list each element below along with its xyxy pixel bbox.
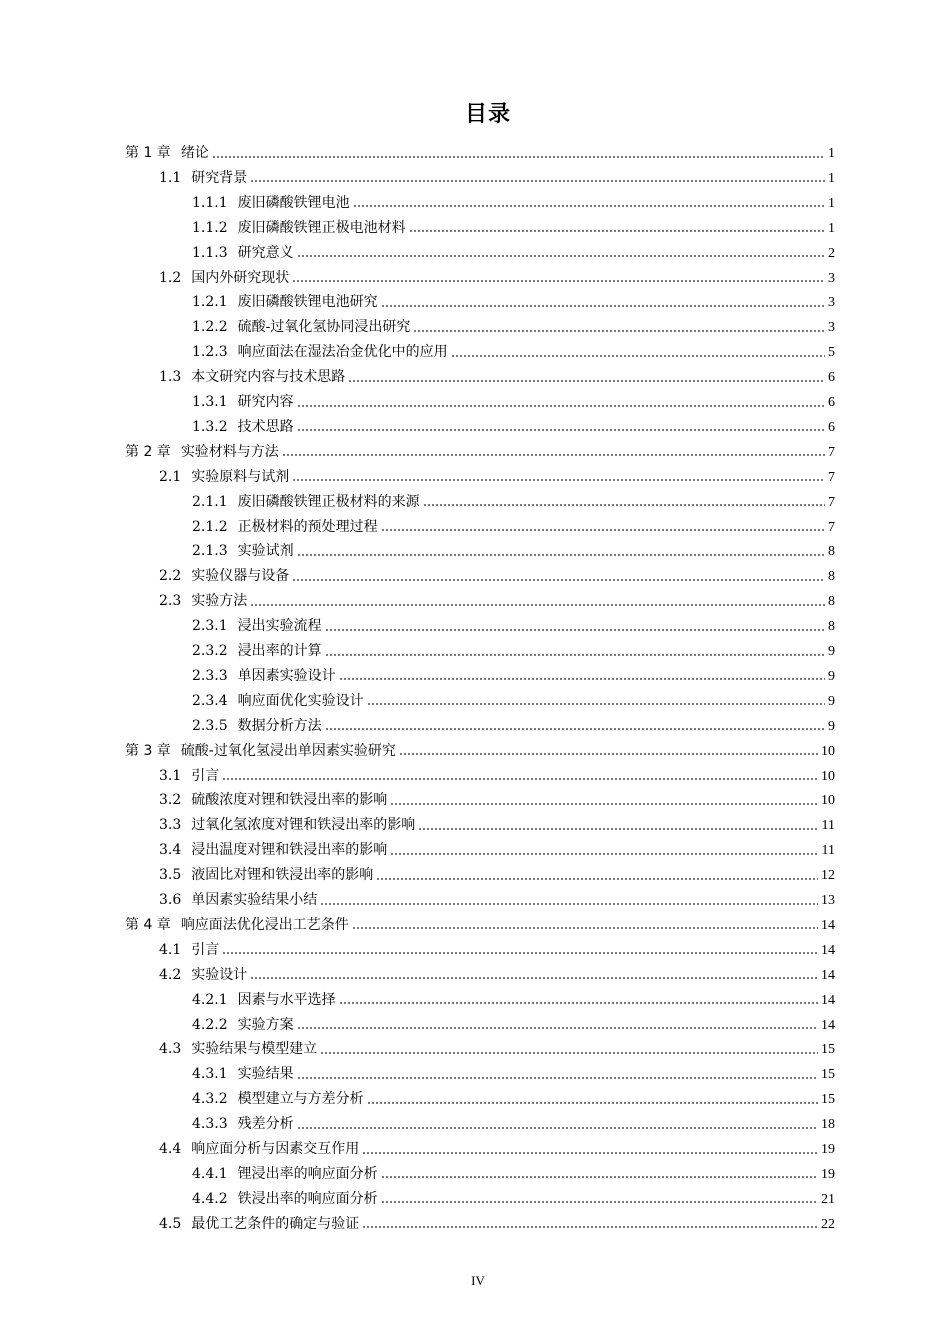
toc-entry-page: 3 — [828, 320, 835, 336]
toc-entry-page: 8 — [828, 594, 835, 610]
toc-entry-number: 4.4.2 — [192, 1190, 228, 1207]
toc-entry-page: 10 — [821, 793, 835, 809]
toc-dot-leader — [325, 654, 825, 656]
toc-section-entry[interactable] — [159, 938, 835, 963]
toc-entry-page: 14 — [821, 942, 835, 958]
toc-entry-number: 1.3.2 — [192, 418, 228, 435]
toc-entry-title: 响应面分析与因素交互作用 — [191, 1141, 360, 1157]
toc-entry-number: 1.3.1 — [192, 394, 228, 410]
toc-section-entry[interactable] — [159, 1037, 835, 1062]
toc-entry-page: 7 — [828, 469, 835, 485]
toc-dot-leader — [325, 728, 825, 730]
toc-entry-title: 液固比对锂和铁浸出率的影响 — [191, 867, 374, 884]
toc-section-entry[interactable] — [159, 1212, 835, 1237]
toc-subsection-entry[interactable] — [192, 1062, 835, 1087]
toc-entry-page: 14 — [821, 967, 835, 983]
toc-dot-leader — [367, 703, 825, 705]
toc-entry-page: 9 — [828, 668, 835, 684]
toc-entry-title: 研究背景 — [191, 169, 248, 186]
toc-entry-page: 9 — [828, 718, 835, 734]
toc-entry-title: 硫酸浓度对锂和铁浸出率的影响 — [191, 792, 388, 809]
toc-entry-page: 7 — [828, 494, 835, 510]
toc-entry-title: 响应面法优化浸出工艺条件 — [180, 916, 349, 933]
toc-subsection-entry[interactable] — [192, 340, 835, 365]
toc-dot-leader — [222, 952, 818, 954]
toc-entry-page: 21 — [821, 1191, 835, 1207]
toc-dot-leader — [381, 305, 825, 307]
toc-entry-title: 浸出实验流程 — [237, 618, 322, 635]
toc-entry-page: 14 — [821, 1017, 835, 1033]
toc-dot-leader — [297, 429, 825, 431]
toc-entry-number: 4.1 — [159, 941, 182, 958]
toc-entry-number: 2.3.3 — [192, 667, 228, 684]
toc-entry-page: 5 — [828, 345, 835, 361]
toc-dot-leader — [250, 977, 818, 979]
toc-entry-number: 4.3 — [159, 1041, 182, 1058]
toc-entry-page: 7 — [828, 519, 835, 535]
toc-dot-leader — [250, 180, 825, 182]
toc-dot-leader — [325, 629, 825, 631]
toc-entry-title: 数据分析方法 — [237, 717, 322, 734]
toc-subsection-entry[interactable] — [192, 1013, 835, 1038]
toc-entry-number: 2.3.2 — [192, 643, 228, 659]
toc-entry-number: 3.5 — [159, 867, 182, 884]
toc-entry-number: 第 3 章 — [125, 742, 171, 759]
toc-dot-leader — [250, 604, 825, 606]
toc-subsection-entry[interactable] — [192, 614, 835, 639]
toc-subsection-entry[interactable] — [192, 539, 835, 564]
toc-entry-title: 绪论 — [180, 145, 209, 161]
toc-entry-page: 10 — [821, 768, 835, 784]
toc-entry-page: 3 — [828, 270, 835, 286]
toc-entry-number: 3.6 — [159, 892, 182, 908]
toc-subsection-entry[interactable] — [192, 1112, 835, 1137]
toc-entry-title: 浸出率的计算 — [237, 643, 322, 659]
toc-entry-title: 模型建立与方差分析 — [237, 1091, 364, 1108]
toc-entry-title: 响应面法在湿法冶金优化中的应用 — [237, 344, 448, 361]
toc-dot-leader — [381, 1201, 818, 1203]
toc-entry-page: 19 — [821, 1142, 835, 1157]
toc-entry-title: 本文研究内容与技术思路 — [191, 369, 346, 386]
toc-entry-title: 实验结果与模型建立 — [191, 1041, 318, 1058]
toc-entry-page: 6 — [828, 419, 835, 435]
toc-entry-page: 1 — [828, 170, 835, 186]
toc-dot-leader — [212, 156, 825, 158]
toc-entry-number: 2.3.4 — [192, 692, 228, 709]
toc-subsection-entry[interactable] — [192, 490, 835, 515]
toc-entry-page: 1 — [828, 146, 835, 161]
toc-entry-number: 3.3 — [159, 817, 182, 834]
toc-subsection-entry[interactable] — [192, 664, 835, 689]
toc-entry-page: 8 — [828, 544, 835, 560]
toc-entry-title: 实验方法 — [191, 593, 248, 610]
toc-subsection-entry[interactable] — [192, 515, 835, 540]
toc-dot-leader — [381, 1176, 818, 1178]
toc-entry-number: 4.4 — [159, 1141, 182, 1157]
toc-dot-leader — [320, 1052, 818, 1054]
toc-entry-page: 15 — [821, 1067, 835, 1083]
toc-title: 目录 — [464, 102, 511, 127]
toc-entry-number: 1.2 — [159, 269, 182, 286]
toc-entry-title: 单因素实验设计 — [237, 667, 336, 684]
page-number: IV — [471, 1273, 485, 1288]
toc-entry-page: 18 — [821, 1117, 835, 1133]
toc-entry-title: 铁浸出率的响应面分析 — [237, 1190, 378, 1207]
toc-section-entry[interactable] — [159, 963, 835, 988]
toc-entry-number: 2.1 — [159, 468, 182, 485]
toc-entry-title: 浸出温度对锂和铁浸出率的影响 — [191, 842, 388, 859]
toc-entry-title: 废旧磷酸铁锂正极电池材料 — [237, 219, 406, 236]
toc-subsection-entry[interactable] — [192, 714, 835, 739]
toc-entry-page: 22 — [821, 1216, 835, 1232]
toc-dot-leader — [282, 454, 825, 456]
toc-entry-page: 14 — [821, 917, 835, 933]
toc-dot-leader — [399, 753, 818, 755]
toc-entry-number: 4.3.2 — [192, 1091, 228, 1108]
toc-entry-title: 实验设计 — [191, 966, 248, 983]
toc-entry-number: 1.2.3 — [192, 344, 228, 361]
toc-dot-leader — [297, 405, 825, 407]
toc-section-entry[interactable] — [159, 564, 835, 589]
toc-entry-number: 2.3 — [159, 593, 182, 610]
toc-entry-title: 引言 — [191, 767, 220, 784]
toc-dot-leader — [423, 504, 825, 506]
toc-dot-leader — [292, 579, 825, 581]
toc-entry-number: 1.3 — [159, 369, 182, 386]
toc-entry-number: 2.3.1 — [192, 618, 228, 635]
toc-dot-leader — [352, 927, 818, 929]
toc-entry-page: 8 — [828, 569, 835, 585]
toc-dot-leader — [390, 803, 818, 805]
toc-entry-number: 4.3.1 — [192, 1066, 228, 1083]
toc-subsection-entry[interactable] — [192, 216, 835, 241]
toc-dot-leader — [297, 1127, 818, 1129]
toc-entry-title: 正极材料的预处理过程 — [237, 518, 378, 535]
toc-dot-leader — [362, 1152, 818, 1154]
toc-subsection-entry[interactable] — [192, 1087, 835, 1112]
toc-entry-page: 1 — [828, 195, 835, 211]
toc-entry-title: 锂浸出率的响应面分析 — [237, 1165, 378, 1182]
toc-entry-title: 引言 — [191, 941, 220, 958]
toc-entry-page: 11 — [821, 843, 835, 859]
toc-entry-title: 研究意义 — [237, 244, 294, 261]
toc-entry-page: 9 — [828, 644, 835, 659]
toc-section-entry[interactable] — [159, 838, 835, 863]
toc-entry-number: 4.2.1 — [192, 991, 228, 1008]
toc-dot-leader — [348, 380, 825, 382]
toc-entry-number: 4.5 — [159, 1215, 182, 1232]
toc-dot-leader — [367, 1102, 818, 1104]
toc-entry-number: 第 1 章 — [125, 145, 171, 161]
toc-entry-number: 第 2 章 — [125, 443, 171, 460]
toc-subsection-entry[interactable] — [192, 988, 835, 1013]
toc-section-entry[interactable] — [159, 863, 835, 888]
toc-subsection-entry[interactable] — [192, 415, 835, 440]
toc-section-entry[interactable] — [159, 365, 835, 390]
toc-entry-title: 过氧化氢浓度对锂和铁浸出率的影响 — [191, 817, 416, 834]
toc-subsection-entry[interactable] — [192, 1162, 835, 1187]
toc-section-entry[interactable] — [159, 764, 835, 789]
toc-entry-page: 6 — [828, 370, 835, 386]
toc-dot-leader — [390, 853, 818, 855]
toc-dot-leader — [353, 205, 825, 207]
toc-section-entry[interactable] — [159, 589, 835, 614]
toc-section-entry[interactable] — [159, 465, 835, 490]
toc-dot-leader — [413, 330, 825, 332]
toc-dot-leader — [451, 355, 825, 357]
toc-subsection-entry[interactable] — [192, 390, 835, 415]
toc-section-entry[interactable] — [159, 1137, 835, 1162]
toc-chapter-entry[interactable] — [125, 440, 835, 465]
toc-entry-title: 实验仪器与设备 — [191, 568, 290, 585]
toc-entry-number: 2.1.2 — [192, 518, 228, 535]
toc-chapter-entry[interactable] — [125, 739, 835, 764]
toc-entry-page: 12 — [821, 868, 835, 884]
toc-dot-leader — [376, 878, 818, 880]
toc-chapter-entry[interactable] — [125, 913, 835, 938]
toc-entry-number: 4.4.1 — [192, 1165, 228, 1182]
toc-entry-number: 1.1.3 — [192, 244, 228, 261]
toc-entry-number: 1.1.1 — [192, 194, 228, 211]
toc-entry-title: 实验方案 — [237, 1016, 294, 1033]
toc-entry-page: 8 — [828, 619, 835, 635]
toc-entry-number: 2.1.1 — [192, 493, 228, 510]
toc-entry-number: 1.1 — [159, 169, 182, 186]
toc-subsection-entry[interactable] — [192, 290, 835, 315]
toc-entry-title: 技术思路 — [237, 418, 294, 435]
toc-entry-page: 2 — [828, 245, 835, 261]
toc-subsection-entry[interactable] — [192, 191, 835, 216]
toc-entry-page: 11 — [821, 818, 835, 834]
toc-entry-number: 2.1.3 — [192, 543, 228, 560]
toc-section-entry[interactable] — [159, 813, 835, 838]
toc-entry-page: 15 — [821, 1042, 835, 1058]
toc-subsection-entry[interactable] — [192, 315, 835, 340]
toc-entry-title: 实验材料与方法 — [180, 443, 279, 460]
toc-dot-leader — [339, 678, 825, 680]
toc-dot-leader — [339, 1002, 818, 1004]
toc-entry-title: 单因素实验结果小结 — [191, 892, 318, 908]
toc-dot-leader — [409, 230, 825, 232]
toc-dot-leader — [297, 554, 825, 556]
toc-entry-title: 最优工艺条件的确定与验证 — [191, 1215, 360, 1232]
toc-dot-leader — [362, 1226, 818, 1228]
toc-section-entry[interactable] — [159, 888, 835, 913]
toc-subsection-entry[interactable] — [192, 241, 835, 266]
toc-dot-leader — [418, 828, 818, 830]
toc-entry-title: 废旧磷酸铁锂电池 — [237, 194, 350, 211]
toc-entry-number: 2.2 — [159, 568, 182, 585]
toc-dot-leader — [297, 1027, 818, 1029]
toc-entry-page: 6 — [828, 395, 835, 410]
toc-subsection-entry[interactable] — [192, 1187, 835, 1212]
toc-entry-page: 10 — [821, 743, 835, 759]
toc-entry-number: 4.3.3 — [192, 1116, 228, 1133]
toc-entry-title: 因素与水平选择 — [237, 991, 336, 1008]
toc-entry-title: 实验原料与试剂 — [191, 468, 290, 485]
toc-entry-number: 4.2.2 — [192, 1016, 228, 1033]
toc-entry-page: 1 — [828, 220, 835, 236]
toc-subsection-entry[interactable] — [192, 689, 835, 714]
toc-entry-page: 9 — [828, 693, 835, 709]
toc-subsection-entry[interactable] — [192, 639, 835, 664]
toc-entry-number: 2.3.5 — [192, 717, 228, 734]
toc-dot-leader — [320, 903, 818, 905]
toc-section-entry[interactable] — [159, 166, 835, 191]
toc-entry-title: 硫酸-过氧化氢协同浸出研究 — [237, 319, 411, 336]
toc-entry-page: 7 — [828, 444, 835, 460]
toc-dot-leader — [292, 479, 825, 481]
toc-entry-title: 研究内容 — [237, 394, 294, 410]
toc-dot-leader — [222, 778, 818, 780]
toc-entry-title: 硫酸-过氧化氢浸出单因素实验研究 — [180, 742, 396, 759]
toc-entry-number: 第 4 章 — [125, 916, 171, 933]
toc-entry-page: 14 — [821, 992, 835, 1008]
toc-entry-number: 1.2.2 — [192, 319, 228, 336]
toc-entry-title: 国内外研究现状 — [191, 269, 290, 286]
toc-entry-number: 3.1 — [159, 767, 182, 784]
toc-entry-number: 4.2 — [159, 966, 182, 983]
toc-entry-page: 3 — [828, 295, 835, 311]
toc-entry-title: 废旧磷酸铁锂电池研究 — [237, 294, 378, 311]
toc-entry-page: 15 — [821, 1092, 835, 1108]
toc-entry-number: 3.2 — [159, 792, 182, 809]
toc-dot-leader — [297, 1077, 818, 1079]
toc-entry-number: 1.1.2 — [192, 219, 228, 236]
toc-entry-title: 残差分析 — [237, 1116, 294, 1133]
toc-entry-title: 响应面优化实验设计 — [237, 692, 364, 709]
toc-section-entry[interactable] — [159, 266, 835, 291]
toc-entry-title: 实验结果 — [237, 1066, 294, 1083]
toc-dot-leader — [292, 280, 825, 282]
toc-dot-leader — [381, 529, 825, 531]
toc-entry-number: 1.2.1 — [192, 294, 228, 311]
toc-entry-page: 19 — [821, 1166, 835, 1182]
toc-entry-title: 废旧磷酸铁锂正极材料的来源 — [237, 493, 420, 510]
toc-chapter-entry[interactable] — [125, 141, 835, 166]
toc-entry-page: 13 — [821, 893, 835, 908]
toc-dot-leader — [297, 255, 825, 257]
toc-section-entry[interactable] — [159, 788, 835, 813]
toc-entry-number: 3.4 — [159, 842, 182, 859]
toc-entry-title: 实验试剂 — [237, 543, 294, 560]
